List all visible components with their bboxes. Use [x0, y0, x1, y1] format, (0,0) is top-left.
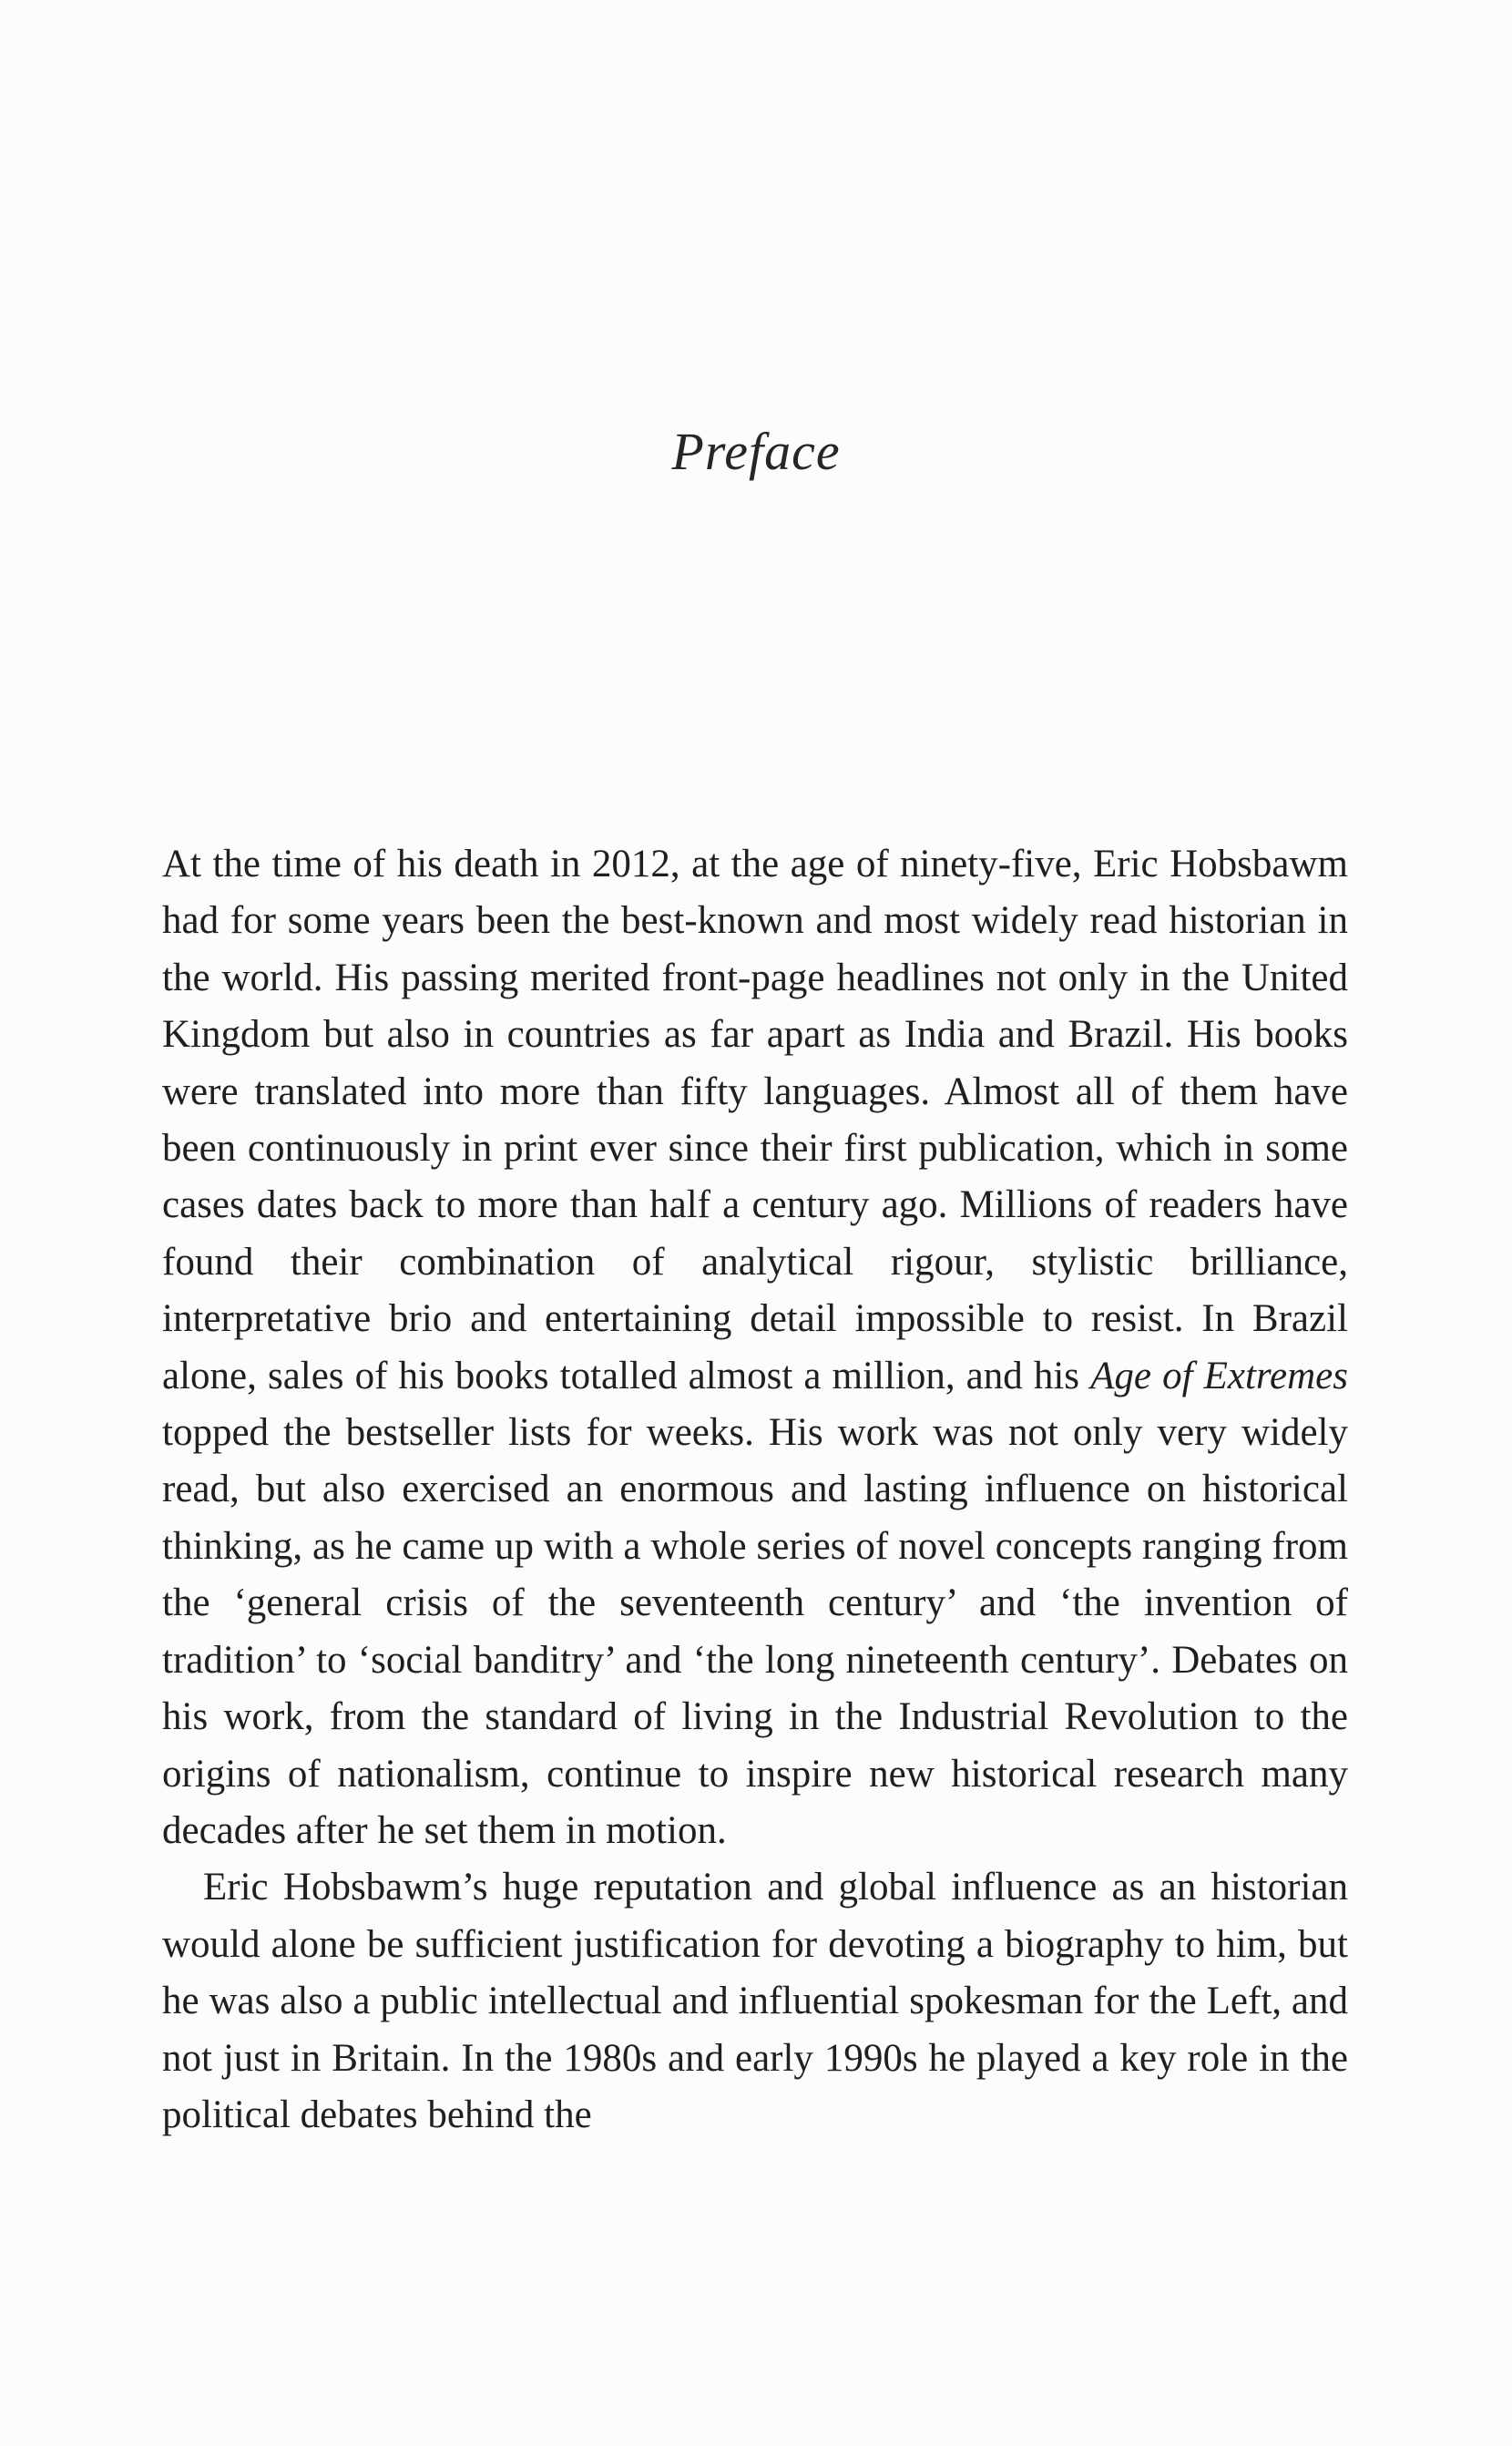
- paragraph-2: Eric Hobsbawm’s huge reputation and global influence as an historian would alone be sufficient justification for devoting a biography to him, but he was also a public intellectual and influential spokesman for the Left, and not just in Britain. In the 1980s and early 1990s he played a key role in the political debates behind the: [162, 1866, 1348, 2136]
- paragraph-1: [162, 836, 1348, 1859]
- book-title-age-of-extremes: Age of Extremes: [1090, 1354, 1348, 1397]
- paragraph-1-text-after: topped the bestseller lists for weeks. His work was not only very widely read, but also exercised an enormous and lasting influence on historical thinking, as he came up with a whole series of novel concepts ranging from the ‘general crisis of the seventeenth century’ and ‘the invention of tradition’ to ‘social banditry’ and ‘the long nineteenth century’. Debates on his work, from the standard of living in the Industrial Revolution to the origins of nationalism, continue to inspire new historical research many decades after he set them in motion.: [162, 1411, 1348, 1852]
- page-title: Preface: [671, 422, 841, 481]
- paragraph-1-text-before: At the time of his death in 2012, at the age of ninety-five, Eric Hobsbawm had for some years been the best-known and most widely read historian in the world. His passing merited front-page headlines not only in the United Kingdom but also in countries as far apart as India and Brazil. His books were translated into more than fifty languages. Almost all of them have been continuously in print ever since their first publication, which in some cases dates back to more than half a century ago. Millions of readers have found their combination of analytical rigour, stylistic brilliance, interpretative brio and entertaining detail impossible to resist. In Brazil alone, sales of his books totalled almost a million, and his: [162, 843, 1348, 1397]
- body-text: [162, 836, 1348, 2144]
